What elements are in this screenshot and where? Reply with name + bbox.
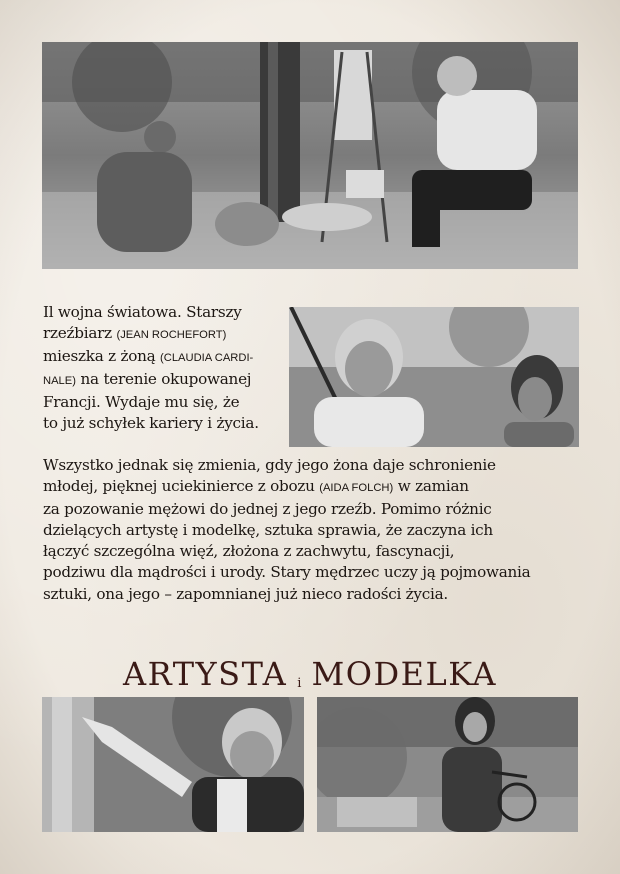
full-line bbox=[43, 455, 530, 476]
text-segment: łączyć szczególna więź, złożona z zachwytu, fascynacji, bbox=[43, 542, 455, 561]
text-segment: Francji. Wydaje mu się, że bbox=[43, 393, 240, 412]
photo-sculptor-portrait-image bbox=[42, 697, 304, 832]
left-line bbox=[43, 346, 259, 369]
photo-forest-picnic-image bbox=[42, 42, 578, 269]
synopsis-continued bbox=[43, 455, 530, 605]
text-segment: dzielących artystę i modelkę, sztuka sprawia, że zaczyna ich bbox=[43, 521, 493, 540]
actor-credit: (JEAN ROCHEFORT) bbox=[116, 329, 227, 342]
text-segment: młodej, pięknej uciekinierce z obozu bbox=[43, 477, 320, 496]
title-part2: MODELKA bbox=[311, 655, 497, 693]
left-line bbox=[43, 369, 259, 392]
left-line bbox=[43, 392, 259, 413]
synopsis-intro bbox=[43, 302, 259, 435]
full-line bbox=[43, 499, 530, 520]
photo-sculptor-portrait bbox=[42, 697, 304, 832]
full-line bbox=[43, 541, 530, 562]
photo-model-bicycle-image bbox=[317, 697, 578, 832]
text-segment: to już schyłek kariery i życia. bbox=[43, 414, 259, 433]
text-segment: mieszka z żoną bbox=[43, 347, 161, 366]
photo-model-bicycle bbox=[317, 697, 578, 832]
text-segment: na terenie okupowanej bbox=[75, 370, 252, 389]
full-line bbox=[43, 562, 530, 583]
text-segment: podziwu dla mądrości i urody. Stary mędrzec uczy ją pojmowania bbox=[43, 563, 531, 582]
title-conjunction: i bbox=[297, 676, 302, 691]
photo-sculptor-and-model-image bbox=[289, 307, 579, 447]
actor-credit: NALE) bbox=[43, 375, 76, 388]
text-segment: Il wojna światowa. Starszy bbox=[43, 303, 242, 321]
photo-sculptor-and-model bbox=[289, 307, 579, 447]
actor-credit: (AIDA FOLCH) bbox=[319, 482, 394, 495]
text-segment: sztuki, ona jego – zapomnianej już nieco radości życia. bbox=[43, 584, 449, 603]
photo-forest-picnic bbox=[42, 42, 578, 269]
text-segment: w zamian bbox=[393, 477, 469, 496]
title-part1: ARTYSTA bbox=[123, 655, 288, 693]
film-title bbox=[0, 654, 620, 704]
full-line bbox=[43, 520, 530, 541]
full-line bbox=[43, 476, 530, 499]
text-segment: za pozowanie mężowi do jednej z jego rzeźb. Pomimo różnic bbox=[43, 500, 492, 519]
actor-credit: (CLAUDIA CARDI- bbox=[160, 352, 254, 365]
left-line bbox=[43, 413, 259, 434]
text-segment: Wszystko jednak się zmienia, gdy jego żona daje schronienie bbox=[43, 456, 496, 474]
left-line bbox=[43, 302, 259, 323]
text-segment: rzeźbiarz bbox=[43, 324, 117, 343]
left-line bbox=[43, 323, 259, 346]
full-line bbox=[43, 584, 530, 605]
